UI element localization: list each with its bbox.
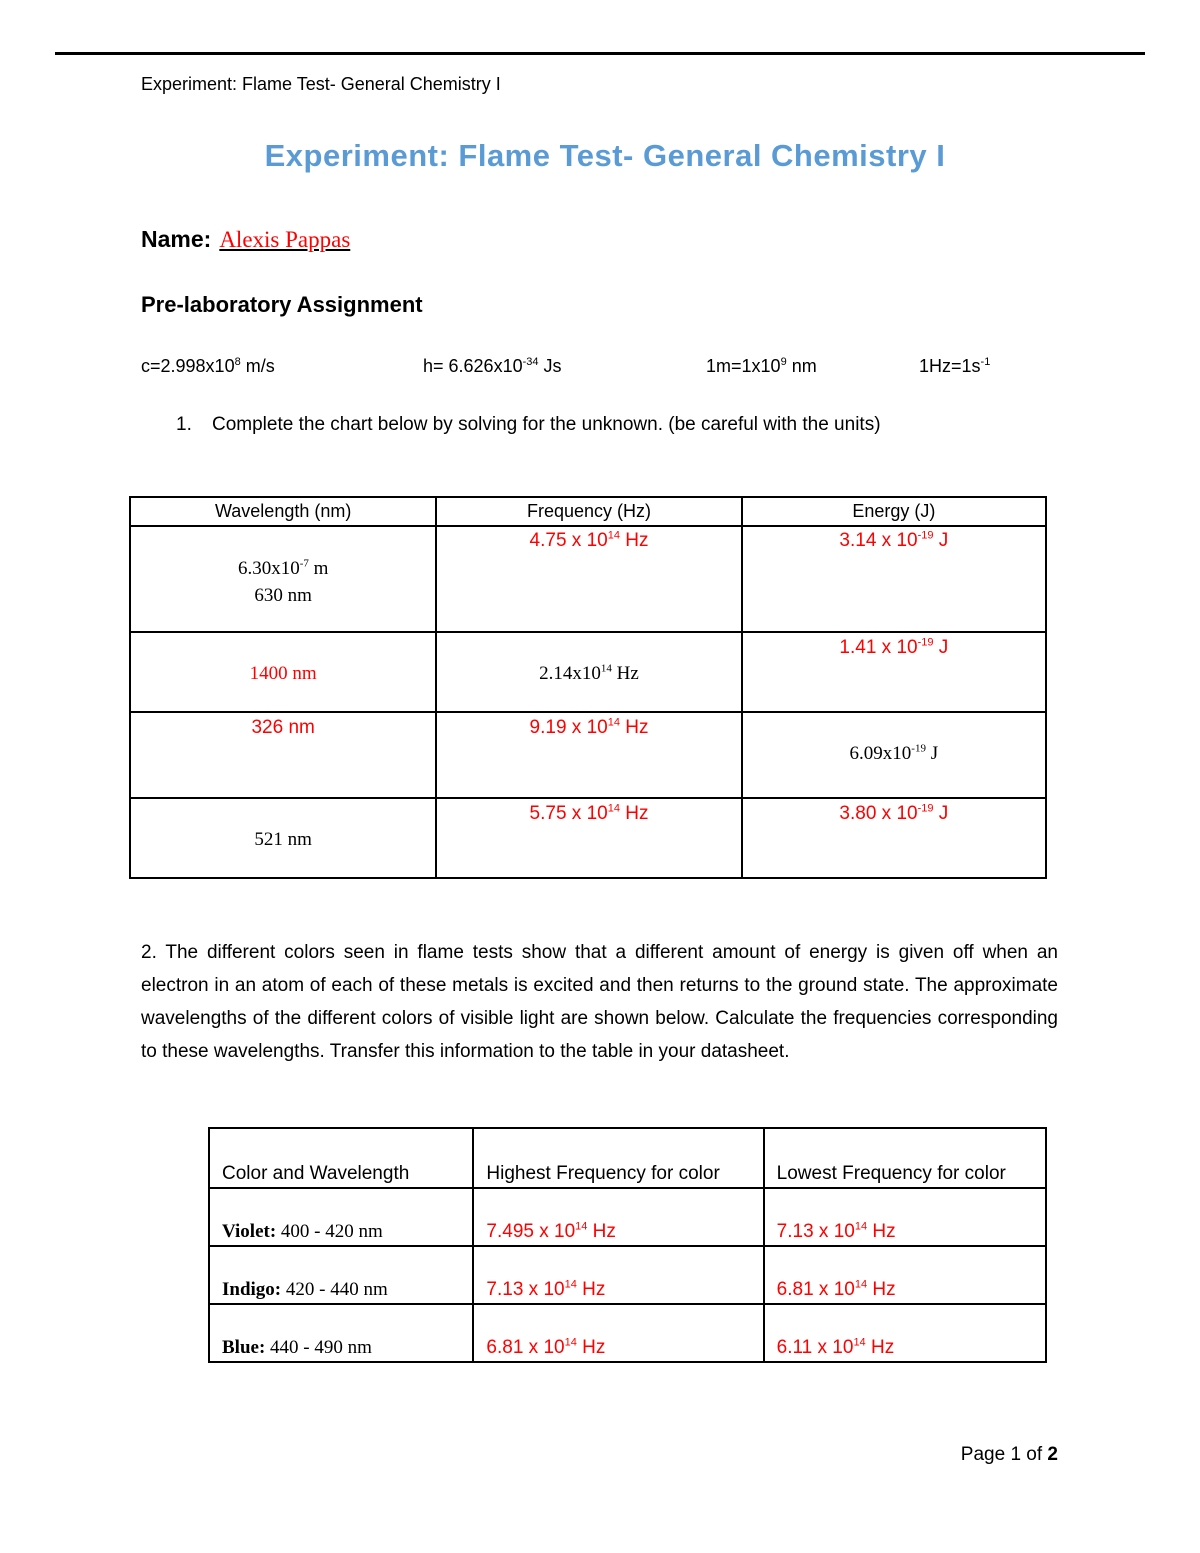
cell-frequency: 9.19 x $10^{14}$ Hz [436,712,741,798]
cell-energy: $6.09x10^{-19}$ J [742,712,1046,798]
cell-energy: 1.41 x $10^{-19}$ J [742,632,1046,712]
cell-wavelength: 521 nm [130,798,436,878]
question-2-text: 2. The different colors seen in flame tests show that a different amount of energy is given off when an electron in an atom of each of these metals is excited and then returns to the ground state. The approximate wavelengths of the different colors of visible light are shown below. Calculate the frequencies corresponding to these wavelengths. Transfer this information to the table in your datasheet. [141,942,1058,1062]
header-lowest-frequency: Lowest Frequency for color [764,1128,1046,1188]
header-rule [55,52,1145,55]
cell-highest-frequency: 7.495 x $10^{14}$ Hz [473,1188,763,1246]
constant-speed-of-light: $c=2.998x10^8$ m/s [141,356,275,376]
document-title: Experiment: Flame Test- General Chemistry I [264,138,946,173]
color-frequency-table [208,1127,1047,1363]
table-row [130,632,1046,712]
table-row [130,712,1046,798]
cell-wavelength: 1400 nm [130,632,436,712]
cell-highest-frequency: 7.13 x $10^{14}$ Hz [473,1246,763,1304]
section-heading: Pre-laboratory Assignment [141,292,423,317]
cell-lowest-frequency: 6.81 x $10^{14}$ Hz [764,1246,1046,1304]
cell-lowest-frequency: 6.11 x $10^{14}$ Hz [764,1304,1046,1362]
header-wavelength: Wavelength (nm) [130,497,436,526]
header-highest-frequency: Highest Frequency for color [473,1128,763,1188]
cell-color-violet: Violet: 400 - 420 nm [209,1188,473,1246]
header-color-wavelength: Color and Wavelength [209,1128,473,1188]
header-frequency: Frequency (Hz) [436,497,741,526]
table-row [130,798,1046,878]
constant-meter-nm: $1m=1x10^9$ nm [706,356,817,376]
cell-energy: 3.14 x $10^{-19}$ J [742,526,1046,632]
header-energy: Energy (J) [742,497,1046,526]
wavelength-frequency-energy-table [129,496,1047,879]
cell-energy: 3.80 x $10^{-19}$ J [742,798,1046,878]
running-header: Experiment: Flame Test- General Chemistry I [141,74,501,94]
table-header-row [209,1128,1046,1188]
constant-planck: $h= 6.626x10^{-34}$ Js [423,356,562,376]
question-1 [176,414,881,436]
cell-highest-frequency: 6.81 x $10^{14}$ Hz [473,1304,763,1362]
table-row [209,1188,1046,1246]
page-number: Page 1 of 2 [960,1444,1058,1465]
table-row [209,1304,1046,1362]
cell-color-indigo: Indigo: 420 - 440 nm [209,1246,473,1304]
constant-hertz: $1Hz=1s^{-1}$ [919,356,991,376]
cell-wavelength: 326 nm [130,712,436,798]
name-label: Name: [141,226,212,252]
cell-frequency: $2.14x10^{14}$ Hz [436,632,741,712]
cell-lowest-frequency: 7.13 x $10^{14}$ Hz [764,1188,1046,1246]
table-header-row [130,497,1046,526]
question-1-text: Complete the chart below by solving for the unknown. (be careful with the units) [212,414,881,435]
cell-frequency: 5.75 x $10^{14}$ Hz [436,798,741,878]
name-value: Alexis Pappas [219,227,351,252]
cell-color-blue: Blue: 440 - 490 nm [209,1304,473,1362]
table-row [130,526,1046,632]
table-row [209,1246,1046,1304]
cell-frequency: 4.75 x $10^{14}$ Hz [436,526,741,632]
name-line [141,226,350,253]
question-1-number: 1. [176,414,192,435]
cell-wavelength: $6.30x10^{-7}$ m 630 nm [130,526,436,632]
